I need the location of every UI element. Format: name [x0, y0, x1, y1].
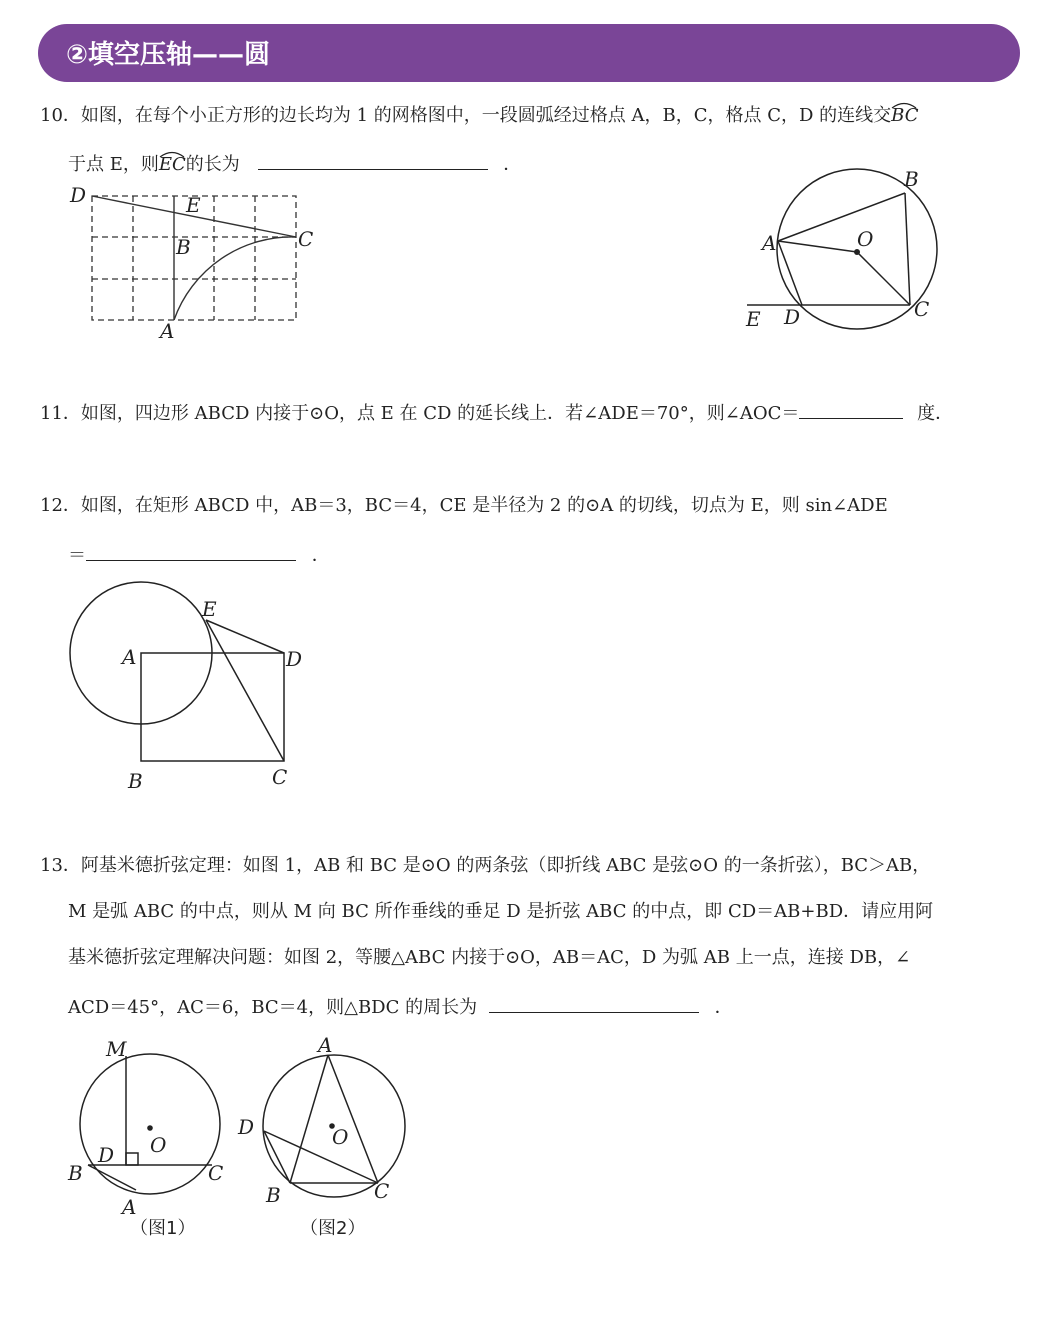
question-13-line-1 [40, 854, 930, 878]
rectangle-figure [64, 580, 314, 795]
question-13-text-1: 阿基米德折弦定理：如图 1，AB 和 BC 是⊙O 的两条弦（即折线 ABC 是弦⊙O 的一条折弦），BC＞AB， [80, 855, 931, 876]
label-o: O [332, 1125, 349, 1149]
section-banner [38, 24, 1020, 82]
question-13-number: 13． [40, 855, 81, 876]
label-c: C [914, 297, 930, 321]
question-13-line-4 [68, 994, 733, 1020]
answer-blank-13[interactable] [489, 994, 699, 1013]
label-c: C [272, 765, 288, 789]
label-d: D [98, 1143, 115, 1167]
question-12-line-2 [68, 542, 330, 568]
label-o: O [150, 1133, 167, 1157]
arc-bc: BC [891, 105, 918, 126]
label-c: C [374, 1179, 390, 1203]
label-c: C [298, 227, 314, 251]
arc-mark-icon [891, 101, 917, 109]
question-12-text: 如图，在矩形 ABCD 中，AB＝3，BC＝4，CE 是半径为 2 的⊙A 的切线，切点为 E，则 sin∠ADE [80, 495, 888, 516]
label-d: D [238, 1115, 255, 1139]
label-e: E [186, 193, 201, 217]
label-a: A [318, 1033, 333, 1057]
label-a: A [762, 231, 777, 255]
caption-2: （图2） [300, 1218, 366, 1239]
caption-1: （图1） [130, 1218, 196, 1239]
label-e: E [202, 597, 217, 621]
label-m: M [106, 1037, 127, 1061]
label-d: D [784, 305, 801, 329]
label-b: B [904, 167, 919, 191]
question-12-number: 12． [40, 495, 81, 516]
question-10-end: ． [503, 154, 522, 175]
label-c: C [208, 1161, 224, 1185]
label-o: O [857, 227, 874, 251]
answer-blank-12[interactable] [86, 542, 296, 561]
arc-ec: EC [159, 154, 186, 175]
label-a: A [160, 319, 175, 343]
question-13-text-4: ACD＝45°，AC＝6，BC＝4，则△BDC 的周长为 [68, 997, 478, 1018]
answer-blank-11[interactable] [799, 400, 903, 419]
question-10-line-2 [68, 151, 521, 177]
question-13-line-2: M 是弧 ABC 的中点，则从 M 向 BC 所作垂线的垂足 D 是折弦 ABC 的中点，即 CD＝AB+BD．请应用阿 [68, 901, 934, 922]
question-13-end: ． [714, 997, 733, 1018]
label-b: B [176, 235, 191, 259]
label-a: A [122, 645, 137, 669]
question-10-number: 10． [40, 105, 81, 126]
section-title: ②填空压轴——圆 [66, 40, 271, 70]
quadrilateral-figure [742, 166, 972, 341]
question-12-text-2: ＝ [68, 545, 86, 566]
label-e: E [746, 307, 761, 331]
question-11-number: 11． [40, 403, 81, 424]
label-b: B [266, 1183, 281, 1207]
question-11-text: 如图，四边形 ABCD 内接于⊙O，点 E 在 CD 的延长线上．若∠ADE＝70°，则∠AOC＝ [80, 403, 800, 424]
label-b: B [68, 1161, 83, 1185]
question-10-text-3: 的长为 [185, 154, 240, 175]
question-11-end: 度． [917, 403, 954, 424]
label-a: A [122, 1195, 137, 1219]
question-13-line-3: 基米德折弦定理解决问题：如图 2，等腰△ABC 内接于⊙O，AB＝AC，D 为弧 AB 上一点，连接 DB，∠ [68, 947, 911, 968]
question-10-text: 如图，在每个小正方形的边长均为 1 的网格图中，一段圆弧经过格点 A，B，C，格点 C，D 的连线交 [80, 105, 892, 126]
question-12-end: ． [311, 545, 330, 566]
label-b: B [128, 769, 143, 793]
grid-figure [68, 182, 328, 342]
answer-blank-10[interactable] [258, 151, 488, 170]
question-12-line-1 [40, 494, 888, 518]
figure-2 [234, 1033, 414, 1239]
label-d: D [70, 183, 87, 207]
question-10-line-1 [40, 104, 919, 128]
figure-1 [64, 1038, 234, 1238]
label-d: D [286, 647, 303, 671]
question-10-text-2: 于点 E，则 [68, 154, 159, 175]
question-11 [40, 400, 953, 426]
arc-mark-icon [159, 150, 185, 158]
